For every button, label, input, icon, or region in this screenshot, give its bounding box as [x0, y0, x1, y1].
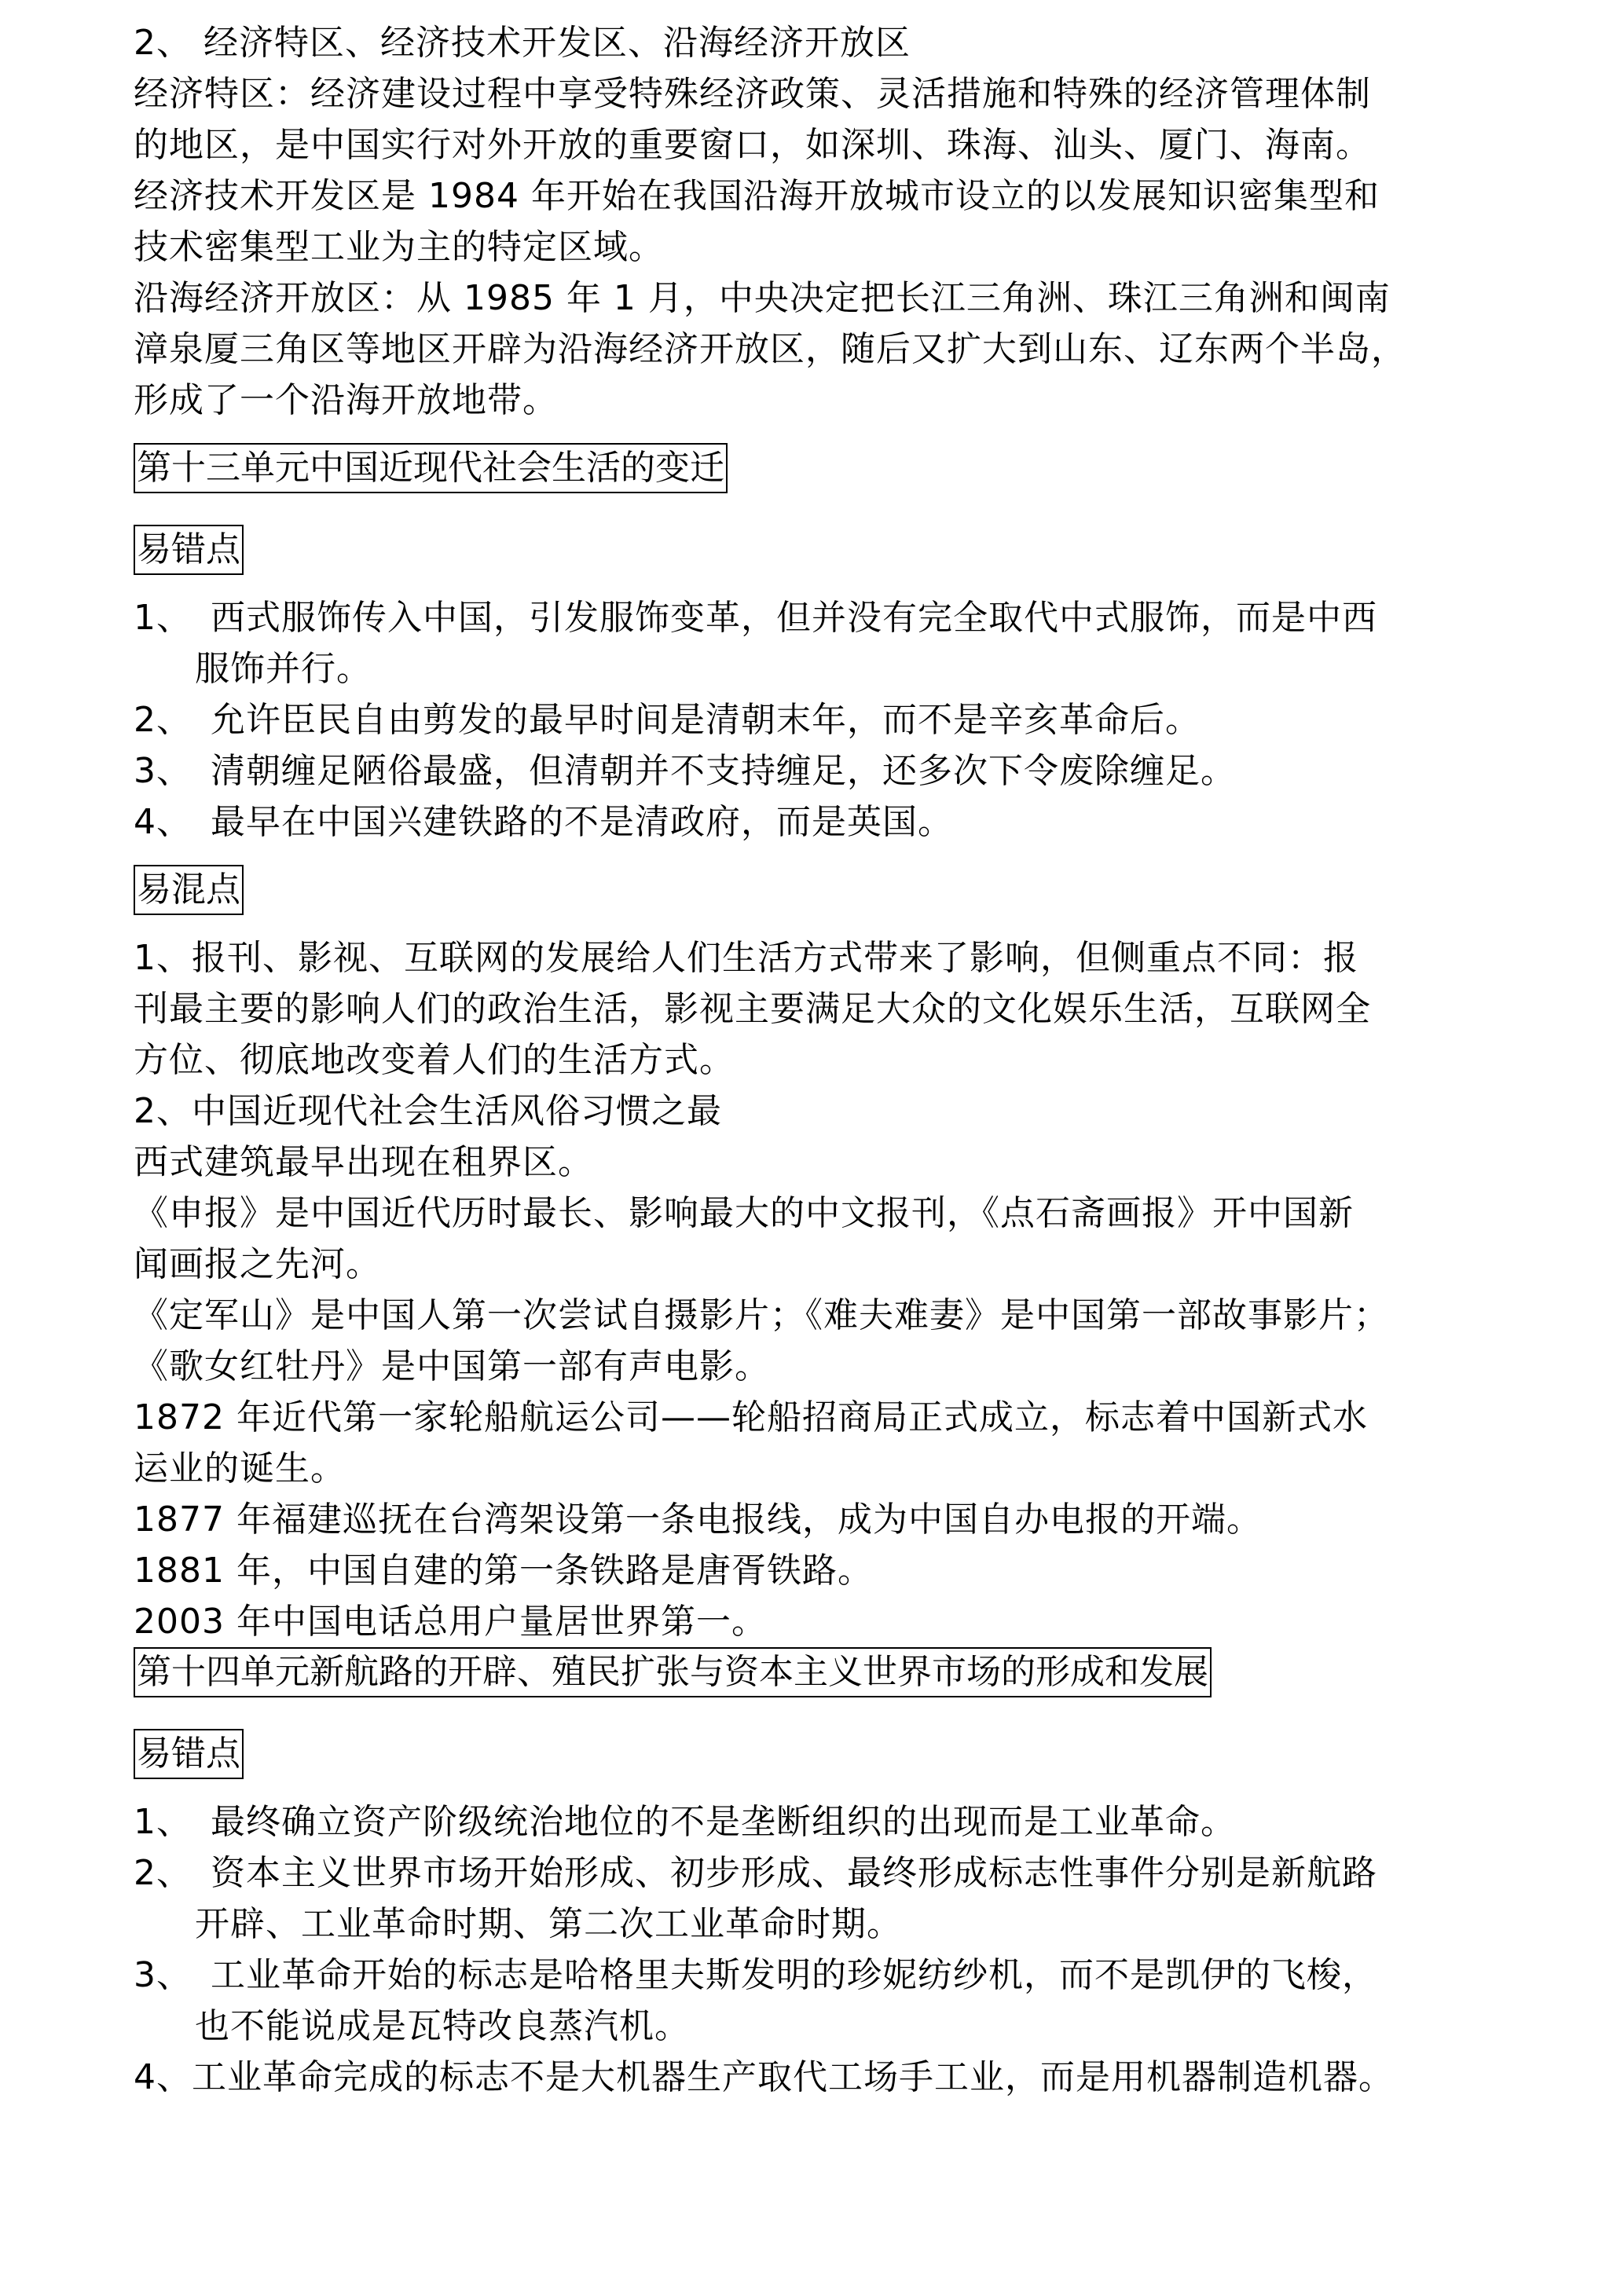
document-page [134, 17, 1516, 2103]
paragraph-line: 经济技术开发区是 1984 年开始在我国沿海开放城市设立的以发展知识密集型和 [134, 176, 1380, 216]
paragraph-line: 运业的诞生。 [134, 1448, 346, 1489]
paragraph-line: 1877 年福建巡抚在台湾架设第一条电报线，成为中国自办电报的开端。 [134, 1500, 1262, 1540]
list-item [134, 745, 1516, 796]
list-marker: 3、 [134, 751, 192, 791]
paragraph-line: 闻画报之先河。 [134, 1244, 381, 1284]
paragraph-line: 《定军山》是中国人第一次尝试自摄影片；《难夫难妻》是中国第一部故事影片； [134, 1295, 1389, 1335]
list-marker: 2、 [134, 700, 192, 740]
paragraph-line: 《申报》是中国近代历时最长、影响最大的中文报刊，《点石斋画报》开中国新 [134, 1193, 1354, 1233]
paragraph-line: 沿海经济开放区：从 1985 年 1 月，中央决定把长江三角洲、珠江三角洲和闽南 [134, 278, 1391, 318]
list-text: 允许臣民自由剪发的最早时间是清朝末年，而不是辛亥革命后。 [211, 700, 1201, 740]
paragraph-line: 《歌女红牡丹》是中国第一部有声电影。 [134, 1346, 770, 1386]
paragraph-line: 1、报刊、影视、互联网的发展给人们生活方式带来了影响，但侧重点不同：报 [134, 938, 1358, 978]
paragraph-line: 1872 年近代第一家轮船航运公司——轮船招商局正式成立，标志着中国新式水 [134, 1397, 1368, 1437]
paragraph-line: 西式建筑最早出现在租界区。 [134, 1142, 593, 1182]
list-item [134, 1950, 1516, 2001]
list-marker: 1、 [134, 1802, 192, 1842]
paragraph-line: 技术密集型工业为主的特定区域。 [134, 227, 664, 267]
list-text: 资本主义世界市场开始形成、初步形成、最终形成标志性事件分别是新航路 [211, 1853, 1377, 1893]
list-item: 4、工业革命完成的标志不是大机器生产取代工场手工业，而是用机器制造机器。 [134, 2057, 1394, 2097]
list-item [134, 592, 1516, 643]
list-item [134, 1796, 1516, 1847]
list-marker: 2、 [134, 1853, 192, 1893]
paragraph-line: 形成了一个沿海开放地带。 [134, 380, 558, 420]
unit-title-box: 第十四单元新航路的开辟、殖民扩张与资本主义世界市场的形成和发展 [134, 1647, 1212, 1697]
list-item [134, 694, 1516, 745]
paragraph-line: 2、中国近现代社会生活风俗习惯之最 [134, 1091, 722, 1131]
paragraph-line: 的地区，是中国实行对外开放的重要窗口，如深圳、珠海、汕头、厦门、海南。 [134, 125, 1371, 165]
confusion-points-label: 易混点 [134, 865, 244, 915]
list-text: 最终确立资产阶级统治地位的不是垄断组织的出现而是工业革命。 [211, 1802, 1236, 1842]
paragraph-line: 方位、彻底地改变着人们的生活方式。 [134, 1040, 735, 1080]
paragraph-line: 经济特区：经济建设过程中享受特殊经济政策、灵活措施和特殊的经济管理体制 [134, 74, 1371, 114]
list-item [134, 1847, 1516, 1899]
error-points-label: 易错点 [134, 525, 244, 575]
list-text-cont: 开辟、工业革命时期、第二次工业革命时期。 [195, 1904, 902, 1944]
list-text-cont: 也不能说成是瓦特改良蒸汽机。 [195, 2006, 690, 2046]
paragraph-line: 1881 年，中国自建的第一条铁路是唐胥铁路。 [134, 1551, 873, 1591]
list-marker: 3、 [134, 1955, 192, 1995]
error-points-label: 易错点 [134, 1729, 244, 1779]
list-text: 清朝缠足陋俗最盛，但清朝并不支持缠足，还多次下令废除缠足。 [211, 751, 1236, 791]
paragraph-line: 2003 年中国电话总用户量居世界第一。 [134, 1602, 767, 1642]
list-marker: 4、 [134, 802, 192, 842]
list-text-cont: 服饰并行。 [195, 649, 372, 689]
list-text: 工业革命开始的标志是哈格里夫斯发明的珍妮纺纱机，而不是凯伊的飞梭， [211, 1955, 1377, 1995]
paragraph-line: 漳泉厦三角区等地区开辟为沿海经济开放区，随后又扩大到山东、辽东两个半岛， [134, 329, 1406, 369]
paragraph-line: 刊最主要的影响人们的政治生活，影视主要满足大众的文化娱乐生活，互联网全 [134, 989, 1371, 1029]
list-text: 最早在中国兴建铁路的不是清政府，而是英国。 [211, 802, 953, 842]
list-item [134, 796, 1516, 848]
unit-title-box: 第十三单元中国近现代社会生活的变迁 [134, 443, 728, 493]
list-text: 西式服饰传入中国，引发服饰变革，但并没有完全取代中式服饰，而是中西 [211, 598, 1377, 638]
list-marker: 1、 [134, 598, 192, 638]
section-heading: 2、 经济特区、经济技术开发区、沿海经济开放区 [134, 23, 911, 63]
